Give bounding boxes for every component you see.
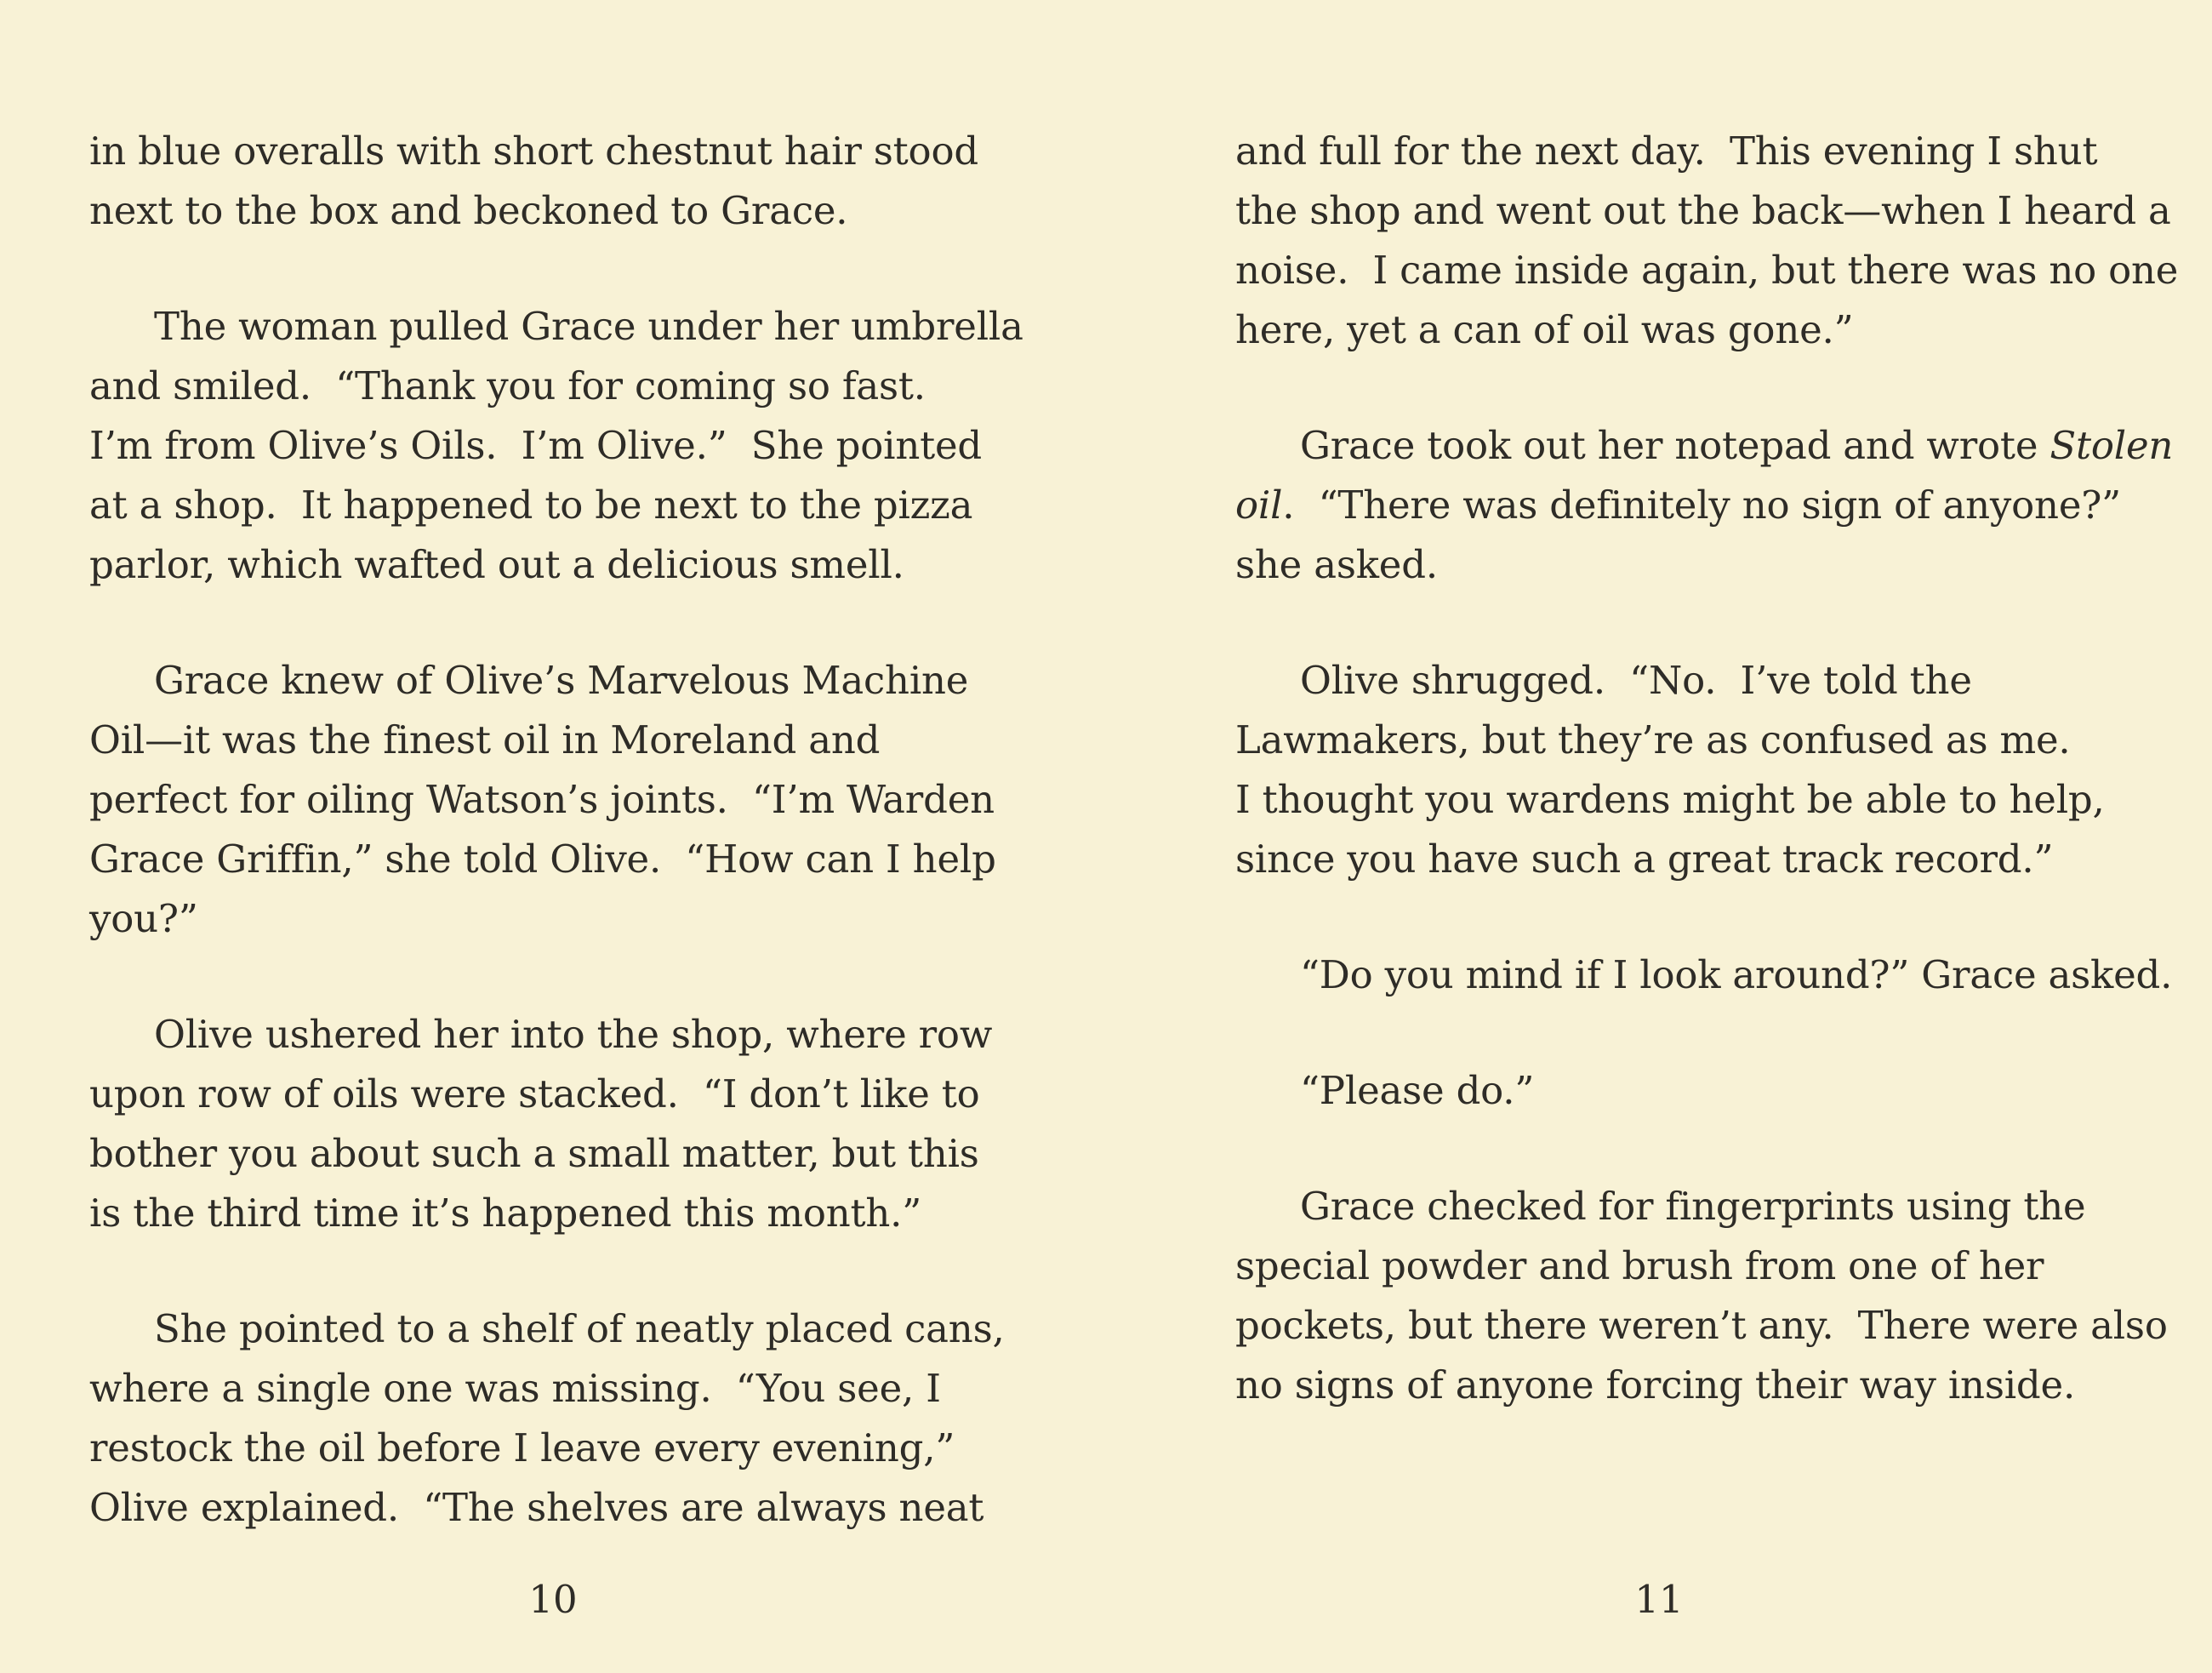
paragraph: [89, 122, 1012, 241]
text-segment: perfect for oiling Watson’s joints. “I’m Warden: [89, 777, 995, 822]
text-line: [89, 1124, 1012, 1184]
text-line: [1235, 1061, 2158, 1121]
paragraph: [89, 651, 1012, 949]
text-segment: parlor, which wafted out a delicious smell.: [89, 542, 904, 587]
text-line: [1235, 711, 2158, 770]
paragraph: [1235, 122, 2179, 360]
text-line: [1235, 830, 2158, 889]
text-segment: here, yet a can of oil was gone.”: [1235, 307, 1854, 352]
text-segment: she asked.: [1235, 542, 1438, 587]
paragraph: [1235, 651, 2158, 889]
text-line: [89, 830, 1012, 889]
italic-text: Stolen: [2050, 423, 2174, 468]
text-line: [1235, 1236, 2158, 1296]
text-segment: Oil—it was the finest oil in Moreland and: [89, 717, 881, 762]
text-line: [89, 535, 1012, 595]
text-line: [1235, 1177, 2158, 1236]
text-line: [1235, 535, 2158, 595]
text-line: [1235, 241, 2179, 300]
text-segment: Grace Griffin,” she told Olive. “How can I help: [89, 836, 996, 882]
text-line: [89, 1299, 1012, 1359]
right-page-text-column: [1235, 122, 2179, 1415]
italic-text: oil: [1235, 482, 1283, 528]
paragraph: [89, 1299, 1012, 1538]
text-segment: upon row of oils were stacked. “I don’t like to: [89, 1071, 980, 1116]
text-line: [89, 181, 1012, 241]
text-segment: . “There was definitely no sign of anyone?”: [1282, 482, 2121, 528]
text-segment: pockets, but there weren’t any. There were also: [1235, 1303, 2168, 1348]
text-segment: She pointed to a shelf of neatly placed cans,: [154, 1306, 1005, 1351]
text-segment: special powder and brush from one of her: [1235, 1243, 2044, 1288]
text-line: [89, 122, 1012, 181]
text-line: [89, 1359, 1012, 1419]
text-line: [1235, 181, 2171, 241]
left-page-number: 10: [528, 1577, 578, 1622]
paragraph: [1235, 1061, 2158, 1121]
text-segment: and full for the next day. This evening I shut: [1235, 128, 2098, 174]
text-segment: since you have such a great track record.”: [1235, 836, 2054, 882]
text-line: [89, 651, 1012, 711]
right-page-number: 11: [1634, 1577, 1684, 1622]
text-line: [1235, 122, 2158, 181]
text-segment: no signs of anyone forcing their way inside.: [1235, 1362, 2076, 1407]
text-segment: Olive explained. “The shelves are always neat: [89, 1485, 984, 1530]
paragraph: [1235, 416, 2174, 595]
right-page[interactable]: [1106, 0, 2212, 1673]
text-segment: The woman pulled Grace under her umbrella: [154, 304, 1023, 349]
paragraph: [1235, 1177, 2168, 1415]
text-segment: “Do you mind if I look around?” Grace asked.: [1300, 952, 2173, 997]
text-line: [89, 770, 1012, 830]
text-line: [89, 357, 1012, 416]
paragraph: [89, 297, 1023, 595]
text-line: [89, 711, 1012, 770]
text-segment: Lawmakers, but they’re as confused as me.: [1235, 717, 2071, 762]
text-segment: Grace took out her notepad and wrote: [1300, 423, 2050, 468]
text-line: [89, 297, 1023, 357]
text-segment: “Please do.”: [1300, 1068, 1535, 1113]
text-line: [89, 1184, 1012, 1243]
text-line: [1235, 770, 2158, 830]
text-line: [89, 889, 1012, 949]
text-segment: restock the oil before I leave every evening,”: [89, 1425, 955, 1470]
text-line: [1235, 1296, 2168, 1356]
text-segment: and smiled. “Thank you for coming so fast.: [89, 363, 926, 408]
text-line: [1235, 416, 2174, 476]
text-line: [89, 1065, 1012, 1124]
text-segment: next to the box and beckoned to Grace.: [89, 188, 848, 233]
text-line: [89, 1005, 1012, 1065]
text-line: [89, 476, 1012, 535]
text-segment: bother you about such a small matter, but this: [89, 1131, 979, 1176]
text-segment: I thought you wardens might be able to help,: [1235, 777, 2105, 822]
text-segment: noise. I came inside again, but there was no one: [1235, 248, 2179, 293]
text-segment: you?”: [89, 896, 198, 941]
text-segment: in blue overalls with short chestnut hair stood: [89, 128, 978, 174]
text-line: [89, 1478, 1012, 1538]
text-segment: the shop and went out the back—when I heard a: [1235, 188, 2171, 233]
text-line: [1235, 476, 2158, 535]
text-line: [1235, 651, 2158, 711]
text-segment: Grace checked for fingerprints using the: [1300, 1184, 2086, 1229]
paragraph: [1235, 945, 2173, 1005]
text-line: [89, 1419, 1012, 1478]
text-segment: where a single one was missing. “You see, I: [89, 1366, 941, 1411]
text-segment: at a shop. It happened to be next to the pizza: [89, 482, 973, 528]
text-segment: Olive ushered her into the shop, where row: [154, 1012, 993, 1057]
paragraph: [89, 1005, 1012, 1243]
text-line: [1235, 1356, 2158, 1415]
text-line: [1235, 945, 2173, 1005]
text-line: [1235, 300, 2158, 360]
text-segment: Grace knew of Olive’s Marvelous Machine: [154, 658, 969, 703]
text-line: [89, 416, 1012, 476]
left-page-text-column: [89, 122, 1023, 1538]
text-segment: Olive shrugged. “No. I’ve told the: [1300, 658, 1972, 703]
text-segment: I’m from Olive’s Oils. I’m Olive.” She pointed: [89, 423, 983, 468]
text-segment: is the third time it’s happened this month.”: [89, 1191, 922, 1236]
